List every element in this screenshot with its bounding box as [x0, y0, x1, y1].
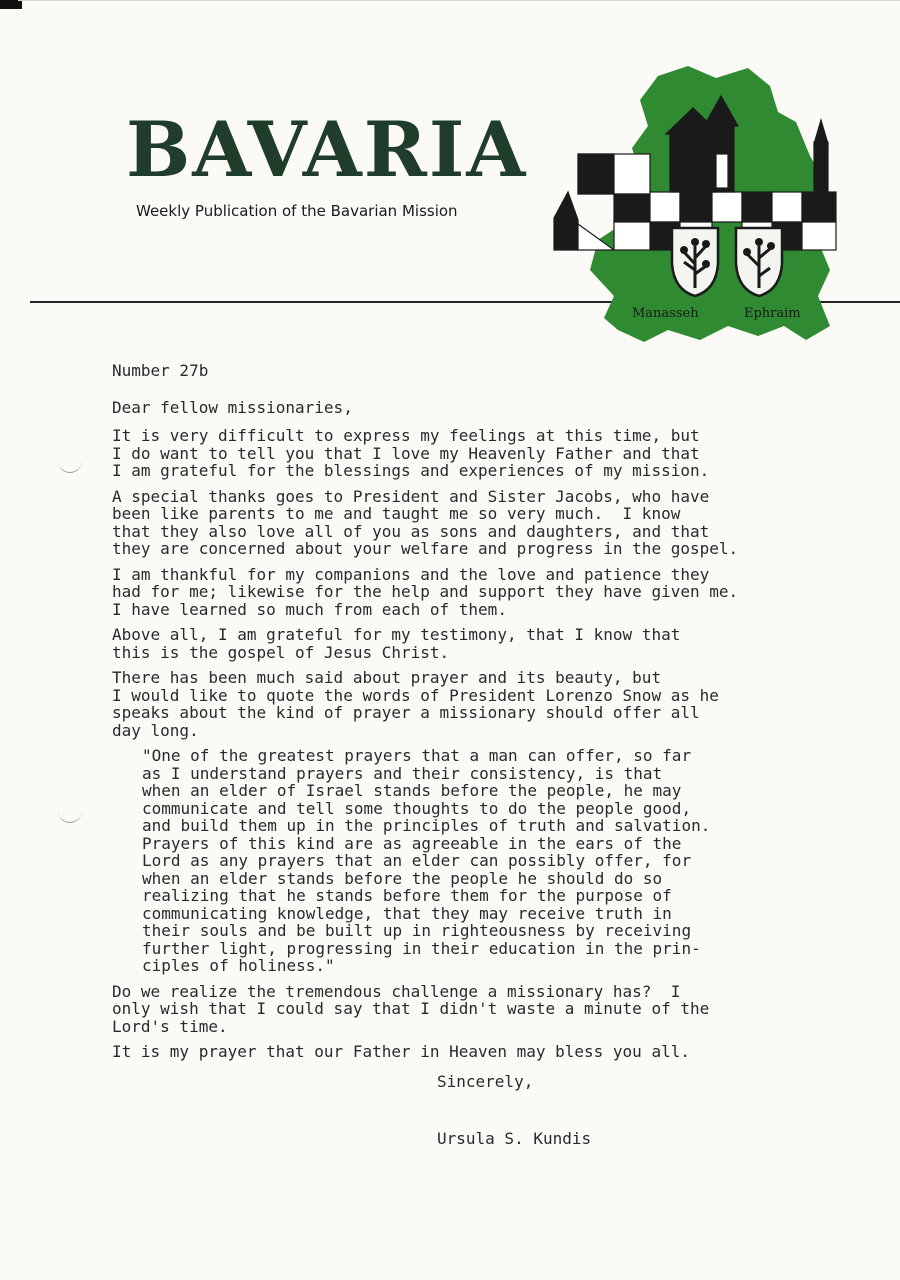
letter-body — [112, 362, 872, 1148]
punch-hole-mark — [58, 448, 82, 473]
punch-hole-mark — [58, 798, 82, 823]
paragraph: A special thanks goes to President and Sister Jacobs, who have been like parents to me and taught me so very much. I know that they also love all of you as sons and daughters, and that they are concerned about your welfare and progress in the gospel. — [112, 486, 739, 558]
paragraph: It is my prayer that our Father in Heaven may bless you all. — [112, 1042, 690, 1061]
masthead-subtitle: Weekly Publication of the Bavarian Mission — [136, 202, 458, 220]
paragraph: There has been much said about prayer and its beauty, but I would like to quote the words of President Lorenzo Snow as he speaks about the kind of prayer a missionary should offer all day long. — [112, 668, 719, 740]
shield-label-ephraim: Ephraim — [744, 306, 801, 321]
shield-label-manasseh: Manasseh — [632, 306, 699, 321]
paragraph: It is very difficult to express my feelings at this time, but I do want to tell you that I love my Heavenly Father and that I am grateful for the blessings and experiences of my mission. — [112, 426, 710, 480]
block-quote: "One of the greatest prayers that a man can offer, so far as I understand prayers and their consistency, is that when an elder of Israel stands before the people, he may communicate and tell some thoughts to do the people good, and build them up in the principles of truth and salvation. Prayers of this kind are as agreeable in the ears of the Lord as any prayers that an elder can possibly offer, for when an elder stands before the people he should do so realizing that he stands before them for the purpose of communicating knowledge, that they may receive truth in their souls and be built up in righteousness by receiving further light, progressing in their education in the prin- ciples of holiness." — [142, 746, 711, 975]
sign-off: Sincerely, — [437, 1071, 534, 1091]
paragraph: Above all, I am grateful for my testimony, that I know that this is the gospel of Jesus Christ. — [112, 625, 681, 662]
ephraim-shield-icon — [736, 228, 782, 296]
page-top-edge — [18, 0, 900, 1]
scan-corner-mark — [0, 0, 22, 9]
bavaria-map-emblem — [548, 64, 848, 346]
signature-name: Ursula S. Kundis — [437, 1129, 592, 1148]
greeting: Dear fellow missionaries, — [112, 397, 353, 417]
manasseh-shield-icon — [672, 228, 718, 296]
paragraph: I am thankful for my companions and the love and patience they had for me; likewise for the help and support they have given me. I have learned so much from each of them. — [112, 564, 739, 619]
masthead-title: BAVARIA — [126, 105, 528, 194]
paragraph: Do we realize the tremendous challenge a missionary has? I only wish that I could say that I didn't waste a minute of the Lord's time. — [112, 981, 710, 1036]
issue-number: Number 27b — [112, 361, 209, 380]
